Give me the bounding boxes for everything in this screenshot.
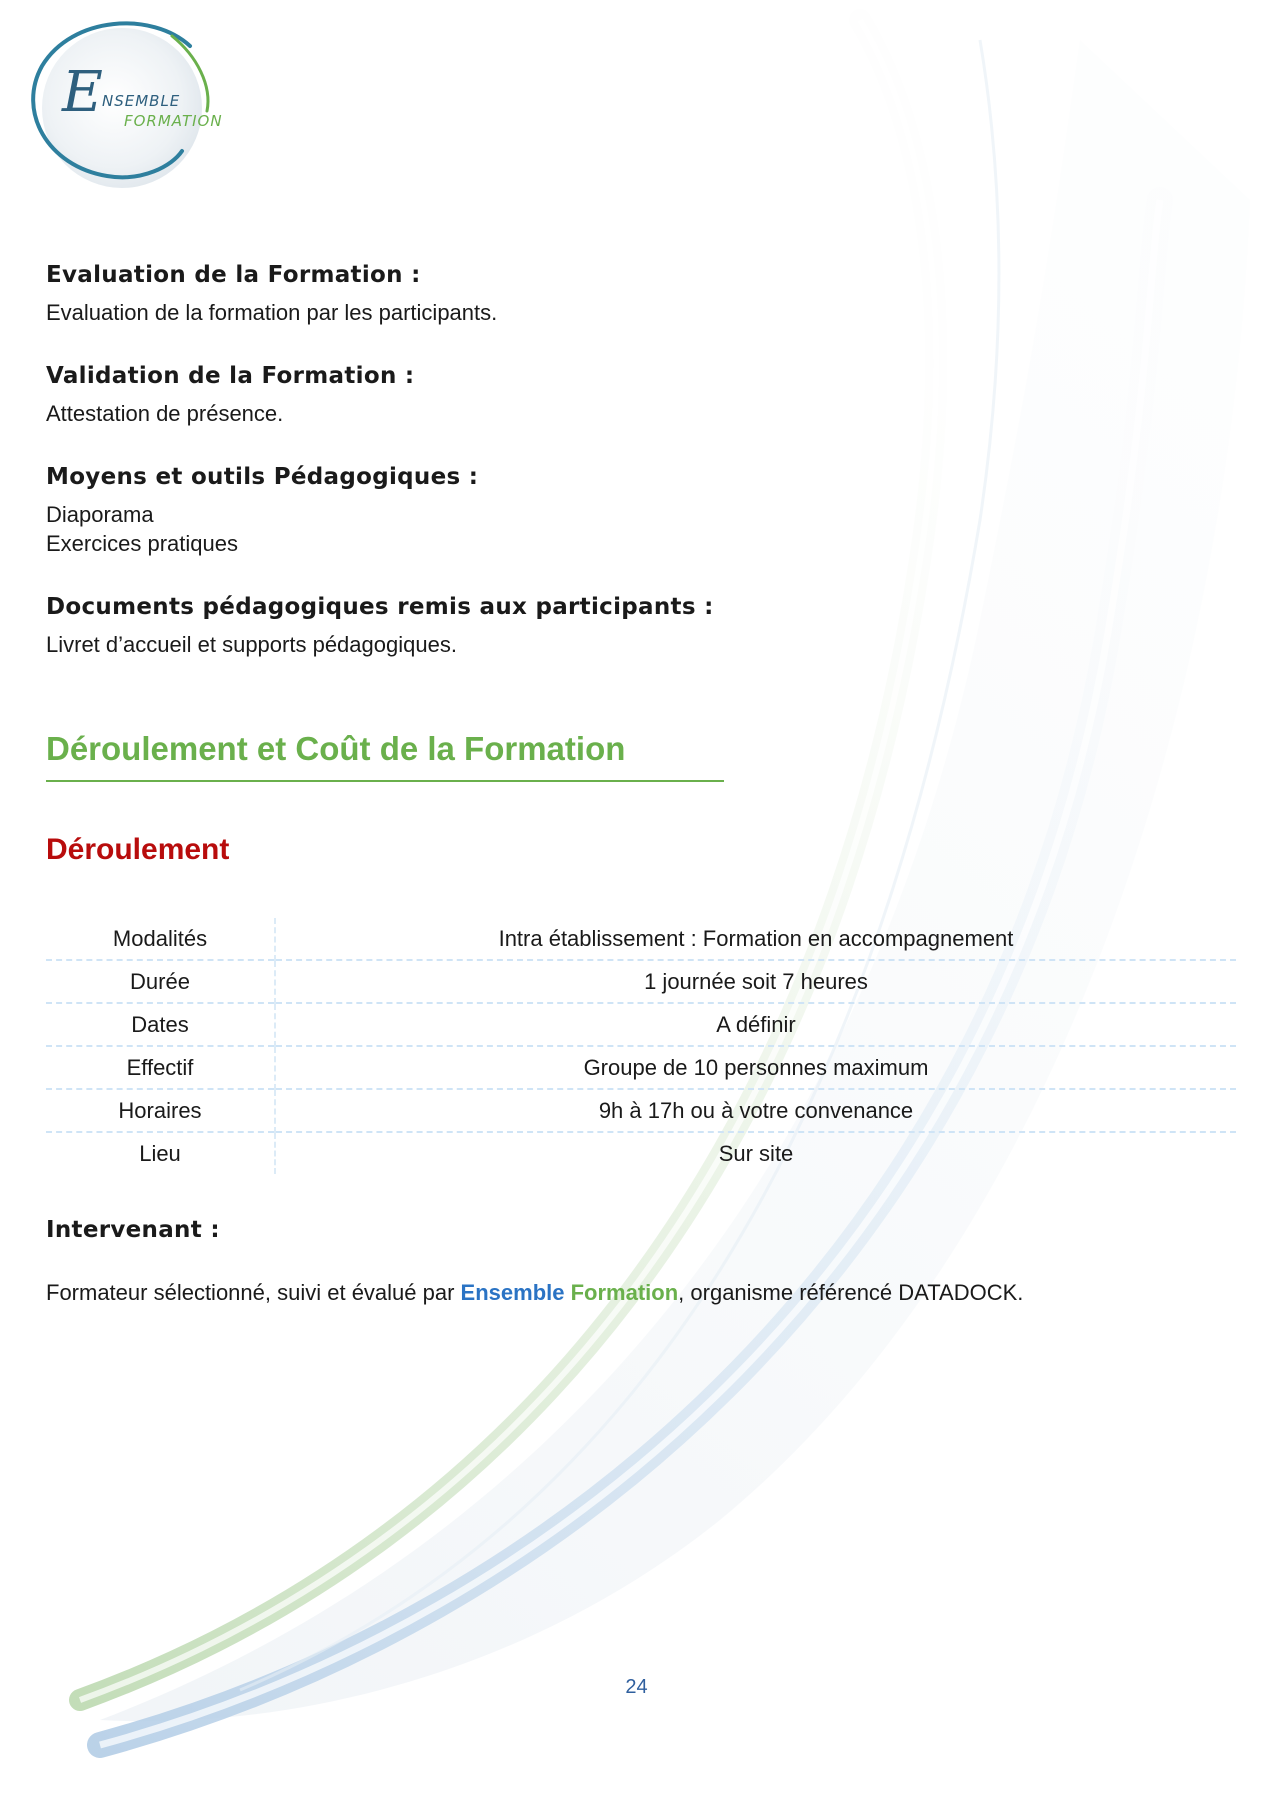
table-row (46, 960, 1236, 1003)
row-label: Durée (46, 960, 275, 1003)
row-value: A définir (275, 1003, 1236, 1046)
intervenant-text-after: , organisme référencé DATADOCK. (678, 1280, 1024, 1305)
documents-title: Documents pédagogiques remis aux participants : (46, 594, 714, 620)
row-label: Dates (46, 1003, 275, 1046)
validation-text: Attestation de présence. (46, 401, 284, 426)
evaluation-title: Evaluation de la Formation : (46, 262, 421, 288)
intervenant-title: Intervenant : (46, 1217, 220, 1243)
table-row (46, 1046, 1236, 1089)
table-row (46, 918, 1236, 960)
table-row (46, 1003, 1236, 1046)
table-row (46, 1089, 1236, 1132)
intervenant-text-before: Formateur sélectionné, suivi et évalué par (46, 1280, 461, 1305)
logo-brand-line2: FORMATION (124, 112, 223, 130)
row-label: Modalités (46, 918, 275, 960)
brand-name-formation: Formation (570, 1280, 679, 1305)
moyens-item: Exercices pratiques (46, 531, 238, 556)
logo-brand-line1: NSEMBLE (102, 92, 181, 110)
page-number: 24 (625, 1676, 648, 1698)
row-label: Effectif (46, 1046, 275, 1089)
row-label: Horaires (46, 1089, 275, 1132)
row-value: 1 journée soit 7 heures (275, 960, 1236, 1003)
ensemble-formation-logo (22, 16, 232, 196)
brand-name-ensemble: Ensemble (460, 1280, 565, 1305)
row-value: 9h à 17h ou à votre convenance (275, 1089, 1236, 1132)
documents-text: Livret d’accueil et supports pédagogiques. (46, 632, 457, 657)
intervenant-text (46, 1278, 1023, 1307)
row-label: Lieu (46, 1132, 275, 1174)
moyens-title: Moyens et outils Pédagogiques : (46, 464, 479, 490)
evaluation-text: Evaluation de la formation par les participants. (46, 300, 498, 325)
logo-initial: E (62, 60, 103, 125)
row-value: Intra établissement : Formation en accompagnement (498, 925, 1014, 951)
details-table (46, 918, 1236, 1174)
moyens-item: Diaporama (46, 502, 154, 527)
row-value: Groupe de 10 personnes maximum (275, 1046, 1236, 1089)
sub-heading: Déroulement (46, 833, 230, 866)
row-value: Sur site (275, 1132, 1236, 1174)
validation-title: Validation de la Formation : (46, 363, 415, 389)
heading-underline (46, 780, 724, 782)
main-heading: Déroulement et Coût de la Formation (46, 730, 626, 767)
table-row (46, 1132, 1236, 1174)
